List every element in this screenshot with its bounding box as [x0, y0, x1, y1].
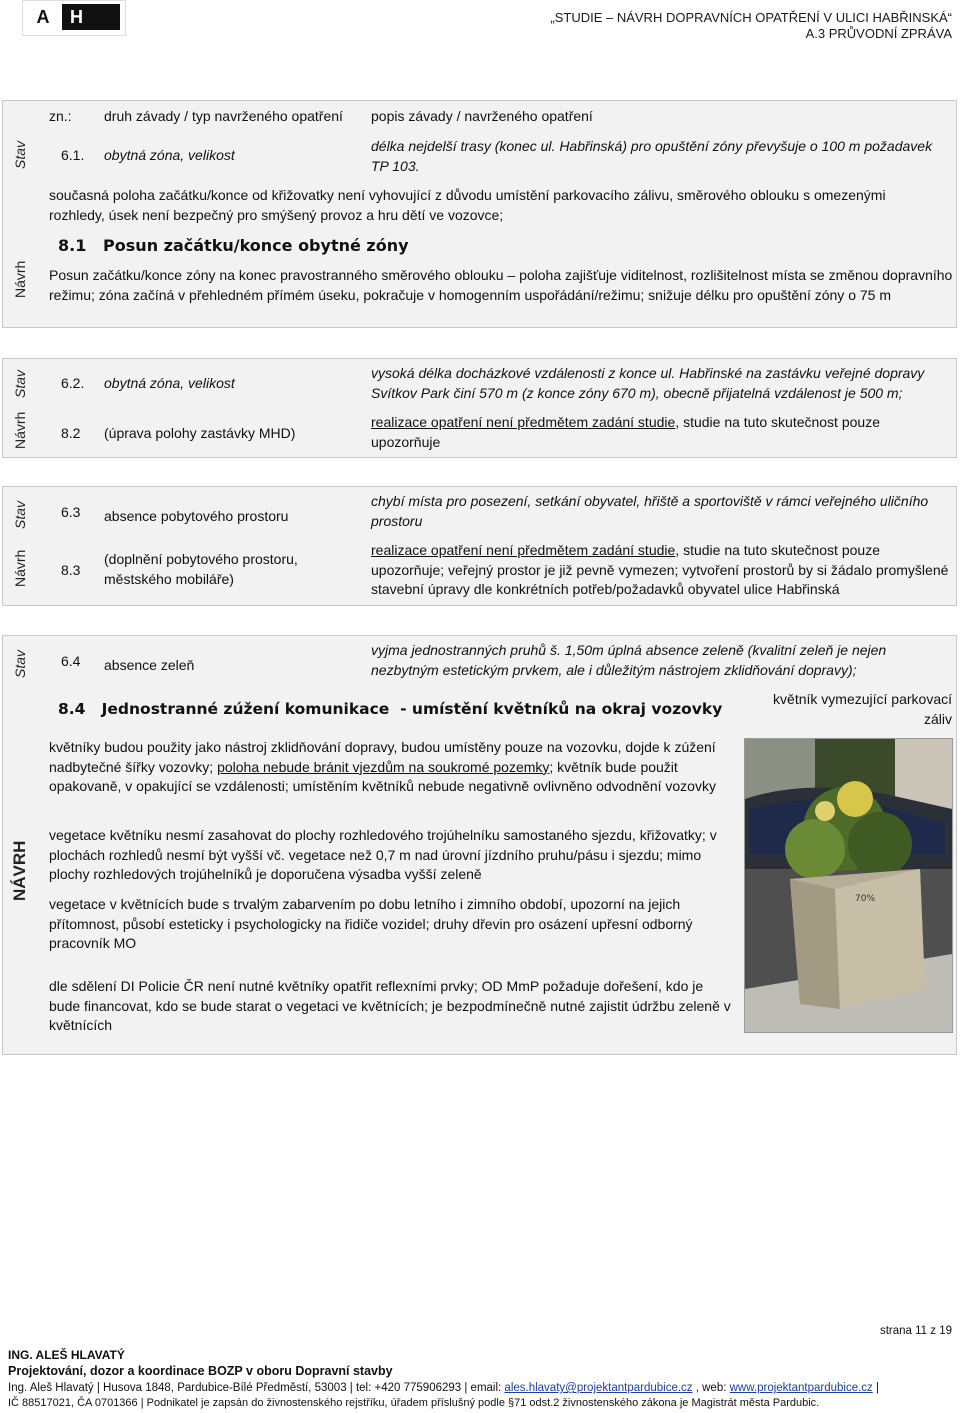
- item-type-6-4: absence zeleň: [104, 657, 195, 673]
- item-num-8-2: 8.2: [61, 425, 81, 441]
- label-navrh-caps: NÁVRH: [10, 840, 29, 902]
- page-number: strana 11 z 19: [879, 1325, 952, 1337]
- item-desc-8-3: [371, 541, 951, 600]
- paragraph-4: dle sdělení DI Policie ČR není nutné květníky opatřit reflexními prvky; OD MmP požaduje dořešení, kdo je bude financovat, kdo se bude starat o vegetaci ve květnících; je bezpodmínečně nutné zajistit údržbu zeleně v květnících: [49, 978, 731, 1033]
- header-druh: druh závady / typ navrženého opatření: [104, 108, 343, 124]
- item-type-6-3: absence pobytového prostoru: [104, 508, 289, 524]
- paragraph-2: vegetace květníku nesmí zasahovat do plochy rozhledového trojúhelníku samostaného sjezdu, křižovatky; v plochách rozhledů nesmí být vyšší vč. vegetace než 0,7 m nad úrovní jízdního pruhu/pásu i sjezdu; mimo plochy rozhledových trojúhelníků je doporučena výsadba vyšší zeleně: [49, 827, 717, 882]
- item-type-8-3: (doplnění pobytového prostoru, městského mobiláře): [104, 551, 298, 587]
- desc-8-2-underlined: realizace opatření není předmětem zadání studie: [371, 414, 676, 430]
- item-desc-6-2: vysoká délka docházkové vzdálenosti z konce ul. Habřinské na zastávku veřejné dopravy Svítkov Park činí 570 m (z konce zóny 670 m), obecně přijatelná vzdálenost je 500 m;: [371, 365, 925, 401]
- footer-role: Projektování, dozor a koordinace BOZP v oboru Dopravní stavby: [8, 1364, 393, 1378]
- item-type-8-2: (úprava polohy zastávky MHD): [104, 425, 296, 441]
- item-note-6-1: současná poloha začátku/konce od křižovatky není vyhovující z důvodu umístění parkovacího zálivu, směrového oblouku s omezenými rozhledy, úsek není bezpečný pro smýšený provoz a hru dětí ve vozovce;: [49, 187, 886, 223]
- footer-legal: IČ 88517021, ČA 0701366 | Podnikatel je zapsán do živnostenského rejstříku, úřadem příslušný podle §71 odst.2 živnostenského zákona je Magistrát města Pardubic.: [8, 1397, 820, 1409]
- planter-photo-image: [745, 739, 952, 1032]
- label-navrh-3: Návrh: [12, 549, 28, 587]
- item-type-6-1: obytná zóna, velikost: [104, 147, 235, 163]
- label-stav-3: Stav: [12, 501, 28, 530]
- photo-label: 70%: [855, 894, 876, 904]
- document-title: „STUDIE – NÁVRH DOPRAVNÍCH OPATŘENÍ V ULICI HABŘINSKÁ“: [550, 10, 952, 25]
- item-desc-6-3: chybí místa pro posezení, setkání obyvatel, hřiště a sportoviště v rámci veřejného uličního prostoru: [371, 493, 929, 529]
- item-desc-8-2: [371, 413, 931, 452]
- footer-web-label: , web:: [692, 1382, 730, 1394]
- desc-8-3-underlined: realizace opatření není předmětem zadání studie: [371, 542, 676, 558]
- item-num-6-3: 6.3: [61, 504, 81, 520]
- p1-text-b: ; květník bude použit opakovaně, v opakující se vzdálenosti; umístěním květníků nebude negativně ovlivněno odvodnění vozovky: [49, 758, 716, 794]
- logo-letter-a: A: [26, 4, 60, 30]
- photo-caption: květník vymezující parkovací záliv: [773, 691, 952, 727]
- document-subtitle: A.3 PRŮVODNÍ ZPRÁVA: [805, 26, 952, 41]
- item-num-6-2: 6.2.: [61, 375, 85, 391]
- desc-8-2-rest: , studie na tuto skutečnost pouze upozorňuje: [371, 414, 880, 450]
- item-desc-6-1: délka nejdelší trasy (konec ul. Habřinská) pro opuštění zóny převyšuje o 100 m požadavek TP 103.: [371, 138, 933, 174]
- footer-address: [8, 1381, 879, 1396]
- footer-address-text: Ing. Aleš Hlavatý | Husova 1848, Pardubice-Bílé Předměstí, 53003 | tel: +420 775906293 | email:: [8, 1382, 505, 1394]
- paragraph-1: [49, 738, 737, 797]
- label-stav-2: Stav: [12, 370, 28, 399]
- header-zn: zn.:: [49, 108, 72, 124]
- item-num-6-1: 6.1.: [61, 147, 85, 163]
- item-desc-6-4: vyjma jednostranných pruhů š. 1,50m úplná absence zeleně (kvalitní zeleň je nejen nezbytným estetickým prvkem, ale i důležitým nástrojem zklidňování dopravy);: [371, 642, 887, 678]
- label-navrh-2: Návrh: [12, 411, 28, 449]
- item-num-6-4: 6.4: [61, 653, 81, 669]
- p1-underlined: poloha nebude bránit vjezdům na soukromé pozemky: [217, 758, 550, 775]
- footer-web-link[interactable]: www.projektantpardubice.cz: [729, 1382, 873, 1394]
- planter-photo: [744, 738, 953, 1033]
- proposal-8-1: Posun začátku/konce zóny na konec pravostranného směrového oblouku – poloha zajišťuje viditelnost, rozlišitelnost místa se změnou dopravního režimu; zóna začíná v přehledném přímém úseku, pokračuje v homogenním uspořádání/režimu; snižuje délku pro opuštění zóny o 75 m: [49, 267, 953, 303]
- item-num-8-3: 8.3: [61, 562, 81, 578]
- item-type-6-2: obytná zóna, velikost: [104, 375, 235, 391]
- label-stav-1: Stav: [12, 141, 28, 170]
- footer-name: ING. ALEŠ HLAVATÝ: [8, 1348, 125, 1362]
- heading-8-1: 8.1 Posun začátku/konce obytné zóny: [58, 236, 409, 255]
- label-navrh-1: Návrh: [12, 260, 28, 298]
- footer-end-bar: |: [872, 1382, 879, 1394]
- desc-8-3-rest: , studie na tuto skutečnost pouze upozorňuje; veřejný prostor je již pevně vymezen; vytvoření prostorů by si žádalo promyšlené stavební úpravy dle konkrétních potřeb/požadavků obyvatel ulice Habřinská: [371, 542, 949, 597]
- p1-text-a: květníky budou použity jako nástroj zklidňování dopravy, budou umístěny pouze na vozovku, dojde k zúžení nadbytečné šířky vozovky;: [49, 739, 716, 775]
- footer-email-link[interactable]: ales.hlavaty@projektantpardubice.cz: [504, 1382, 693, 1394]
- paragraph-3: vegetace v květnících bude s trvalým zabarvením po dobu letního i zimního období, upozorní na jejich přítomnost, působí esteticky i psychologicky na řidiče vozidel; druhy dřevin pro osázení upřesní odborný pracovník MO: [49, 896, 693, 951]
- label-stav-4: Stav: [12, 650, 28, 679]
- logo-letter-h: H: [62, 4, 120, 30]
- heading-8-4: 8.4 Jednostranné zúžení komunikace - umístění květníků na okraj vozovky: [58, 700, 723, 718]
- header-popis: popis závady / navrženého opatření: [371, 108, 593, 124]
